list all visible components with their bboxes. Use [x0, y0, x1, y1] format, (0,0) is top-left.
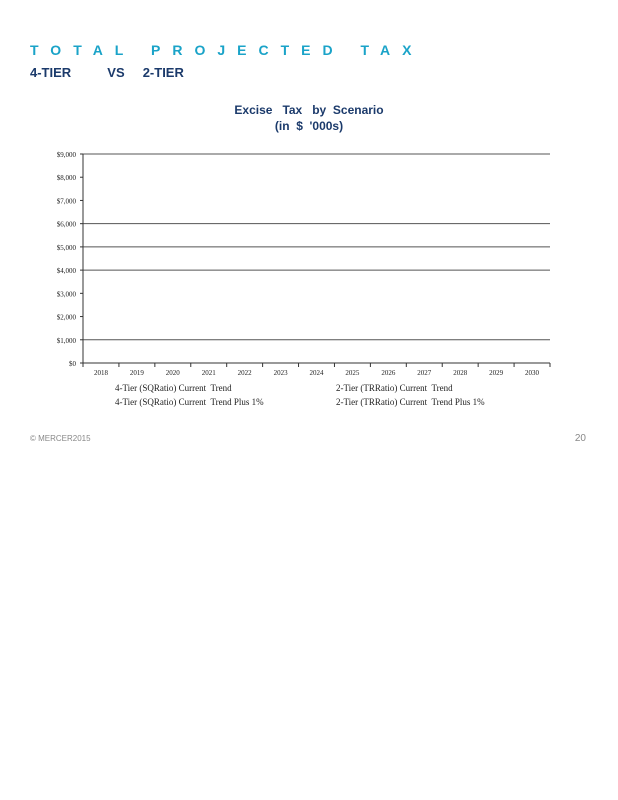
x-tick-label: 2019: [129, 369, 144, 377]
x-tick-label: 2027: [417, 369, 432, 377]
page-heading: TOTAL PROJECTED TAX: [30, 42, 424, 58]
y-tick-label: $9,000: [56, 151, 76, 159]
y-tick-label: $0: [69, 360, 76, 368]
y-tick-label: $6,000: [56, 220, 76, 229]
x-tick-label: 2021: [201, 369, 216, 377]
legend-series-2: 2-Tier (TRRatio) Current Trend: [336, 383, 453, 393]
x-tick-label: 2022: [237, 369, 252, 377]
x-tick-label: 2024: [309, 369, 324, 377]
chart-title: Excise Tax by Scenario: [234, 103, 384, 117]
legend-series-1: 4-Tier (SQRatio) Current Trend: [115, 383, 232, 393]
x-tick-label: 2026: [381, 369, 396, 377]
y-tick-label: $8,000: [56, 174, 76, 183]
y-tick-label: $2,000: [56, 313, 76, 322]
y-tick-label: $5,000: [56, 243, 76, 252]
x-tick-label: 2025: [345, 369, 360, 377]
x-tick-label: 2023: [273, 369, 288, 377]
y-tick-label: $1,000: [56, 336, 76, 345]
x-tick-label: 2028: [453, 369, 468, 377]
chart-subtitle: (in $ '000s): [274, 119, 344, 133]
copyright-text: © MERCER2015: [30, 434, 91, 443]
legend-series-4: 2-Tier (TRRatio) Current Trend Plus 1%: [336, 397, 485, 407]
y-tick-label: $4,000: [56, 267, 76, 276]
x-tick-label: 2029: [489, 369, 504, 377]
x-tick-label: 2030: [525, 369, 540, 377]
y-tick-label: $7,000: [56, 197, 76, 206]
legend-series-3: 4-Tier (SQRatio) Current Trend Plus 1%: [115, 397, 264, 407]
page-subheading: 4-TIER VS 2-TIER: [30, 65, 184, 80]
page-number: 20: [574, 433, 586, 444]
x-tick-label: 2020: [165, 369, 180, 377]
x-tick-label: 2018: [93, 369, 108, 377]
y-tick-label: $3,000: [56, 290, 76, 299]
